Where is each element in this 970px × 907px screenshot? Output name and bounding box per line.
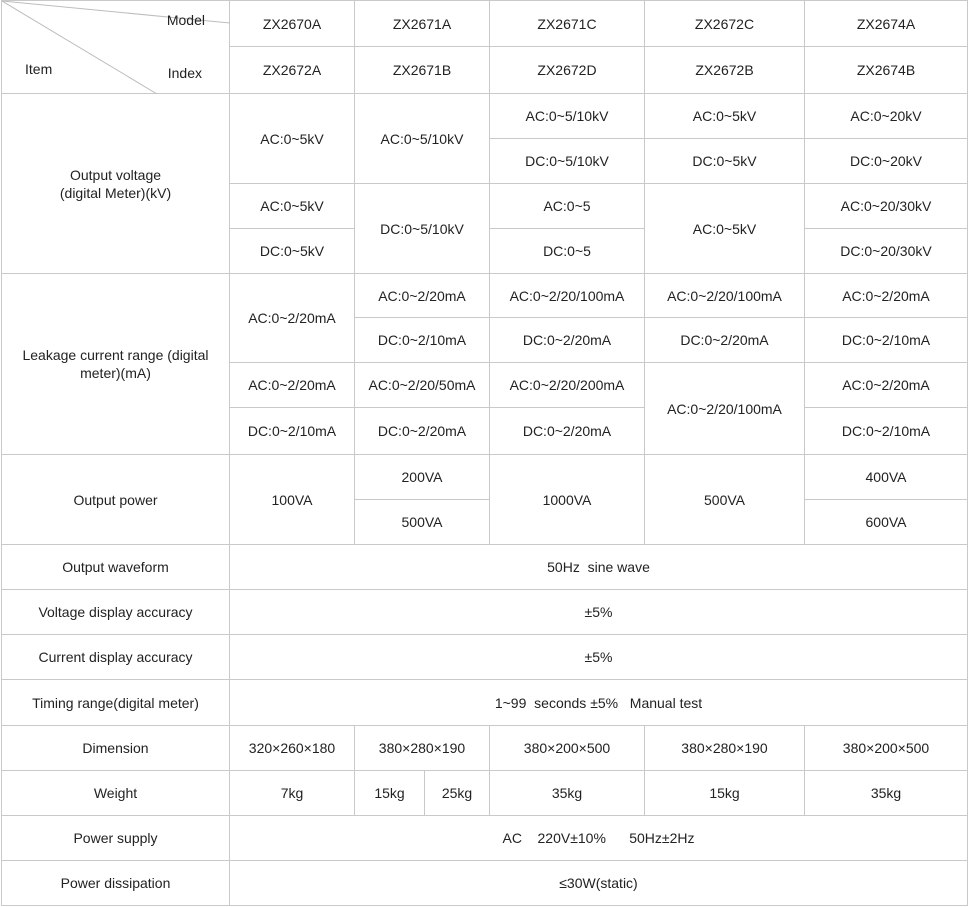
power-dissipation-value: ≤30W(static) — [230, 861, 968, 906]
output-voltage-cell: AC:0~5kV — [230, 184, 355, 229]
output-voltage-cell: AC:0~5kV — [645, 94, 805, 139]
model-cell: ZX2674A — [805, 1, 968, 47]
header-label-model: Model — [166, 12, 205, 28]
leakage-current-cell: AC:0~2/20/50mA — [355, 363, 490, 408]
output-voltage-cell: AC:0~5kV — [230, 94, 355, 184]
leakage-current-cell: AC:0~2/20/100mA — [645, 274, 805, 318]
output-waveform-label: Output waveform — [2, 545, 230, 590]
output-voltage-label: Output voltage (digital Meter)(kV) — [2, 94, 230, 274]
output-power-cell: 100VA — [230, 455, 355, 545]
leakage-current-cell: DC:0~2/20mA — [490, 318, 645, 363]
output-voltage-cell: DC:0~5 — [490, 229, 645, 274]
voltage-accuracy-label: Voltage display accuracy — [2, 590, 230, 635]
leakage-current-cell: AC:0~2/20/200mA — [490, 363, 645, 408]
dimension-row — [2, 726, 968, 771]
current-accuracy-row — [2, 635, 968, 680]
header-label-item: Item — [25, 61, 53, 77]
output-power-cell: 500VA — [355, 500, 490, 545]
spec-table — [1, 0, 968, 906]
model-cell: ZX2674B — [805, 47, 968, 94]
leakage-current-cell: AC:0~2/20mA — [805, 363, 968, 408]
power-supply-row — [2, 816, 968, 861]
timing-range-value: 1~99 seconds ±5% Manual test — [230, 680, 968, 726]
leakage-current-cell: AC:0~2/20mA — [230, 363, 355, 408]
weight-cell: 15kg — [645, 771, 805, 816]
output-power-row-1 — [2, 455, 968, 500]
dimension-label: Dimension — [2, 726, 230, 771]
output-power-cell: 200VA — [355, 455, 490, 500]
model-cell: ZX2672B — [645, 47, 805, 94]
output-power-cell: 400VA — [805, 455, 968, 500]
leakage-current-cell: AC:0~2/20/100mA — [645, 363, 805, 455]
model-cell: ZX2672A — [230, 47, 355, 94]
header-label-index: Index — [167, 65, 202, 81]
output-voltage-cell: AC:0~5kV — [645, 184, 805, 274]
output-voltage-cell: AC:0~20/30kV — [805, 184, 968, 229]
leakage-current-cell: DC:0~2/10mA — [805, 318, 968, 363]
model-cell: ZX2671A — [355, 1, 490, 47]
dimension-cell: 380×200×500 — [490, 726, 645, 771]
output-voltage-cell: DC:0~20kV — [805, 139, 968, 184]
dimension-cell: 380×280×190 — [645, 726, 805, 771]
model-cell: ZX2670A — [230, 1, 355, 47]
output-waveform-row — [2, 545, 968, 590]
weight-label: Weight — [2, 771, 230, 816]
leakage-current-row-1 — [2, 274, 968, 318]
leakage-current-label: Leakage current range (digital meter)(mA) — [2, 274, 230, 455]
leakage-current-cell: AC:0~2/20mA — [355, 274, 490, 318]
weight-cell: 7kg — [230, 771, 355, 816]
output-power-cell: 500VA — [645, 455, 805, 545]
leakage-current-cell: DC:0~2/20mA — [355, 408, 490, 455]
current-accuracy-value: ±5% — [230, 635, 968, 680]
output-waveform-value: 50Hz sine wave — [230, 545, 968, 590]
header-row-1 — [2, 1, 968, 47]
output-voltage-cell: DC:0~5kV — [645, 139, 805, 184]
leakage-current-cell: DC:0~2/10mA — [805, 408, 968, 455]
dimension-cell: 320×260×180 — [230, 726, 355, 771]
output-voltage-cell: DC:0~5kV — [230, 229, 355, 274]
output-voltage-cell: DC:0~5/10kV — [355, 184, 490, 274]
model-cell: ZX2671B — [355, 47, 490, 94]
weight-row — [2, 771, 968, 816]
output-power-cell: 600VA — [805, 500, 968, 545]
output-voltage-cell: AC:0~5/10kV — [355, 94, 490, 184]
output-voltage-row-1 — [2, 94, 968, 139]
power-supply-value: AC 220V±10% 50Hz±2Hz — [230, 816, 968, 861]
header-corner-cell — [2, 1, 230, 94]
voltage-accuracy-value: ±5% — [230, 590, 968, 635]
weight-cell: 15kg — [355, 771, 425, 816]
timing-range-row — [2, 680, 968, 726]
output-power-cell: 1000VA — [490, 455, 645, 545]
output-voltage-cell: AC:0~20kV — [805, 94, 968, 139]
timing-range-label: Timing range(digital meter) — [2, 680, 230, 726]
leakage-current-cell: DC:0~2/10mA — [355, 318, 490, 363]
power-supply-label: Power supply — [2, 816, 230, 861]
leakage-current-cell: AC:0~2/20/100mA — [490, 274, 645, 318]
output-voltage-cell: AC:0~5/10kV — [490, 94, 645, 139]
power-dissipation-row — [2, 861, 968, 906]
power-dissipation-label: Power dissipation — [2, 861, 230, 906]
weight-cell: 35kg — [805, 771, 968, 816]
leakage-current-cell: AC:0~2/20mA — [230, 274, 355, 363]
dimension-cell: 380×200×500 — [805, 726, 968, 771]
voltage-accuracy-row — [2, 590, 968, 635]
dimension-cell: 380×280×190 — [355, 726, 490, 771]
model-cell: ZX2672D — [490, 47, 645, 94]
model-cell: ZX2671C — [490, 1, 645, 47]
current-accuracy-label: Current display accuracy — [2, 635, 230, 680]
leakage-current-cell: DC:0~2/10mA — [230, 408, 355, 455]
output-voltage-cell: DC:0~20/30kV — [805, 229, 968, 274]
leakage-current-cell: AC:0~2/20mA — [805, 274, 968, 318]
output-voltage-cell: DC:0~5/10kV — [490, 139, 645, 184]
weight-cell: 25kg — [425, 771, 490, 816]
leakage-current-cell: DC:0~2/20mA — [490, 408, 645, 455]
output-power-label: Output power — [2, 455, 230, 545]
weight-cell: 35kg — [490, 771, 645, 816]
leakage-current-cell: DC:0~2/20mA — [645, 318, 805, 363]
model-cell: ZX2672C — [645, 1, 805, 47]
output-voltage-cell: AC:0~5 — [490, 184, 645, 229]
